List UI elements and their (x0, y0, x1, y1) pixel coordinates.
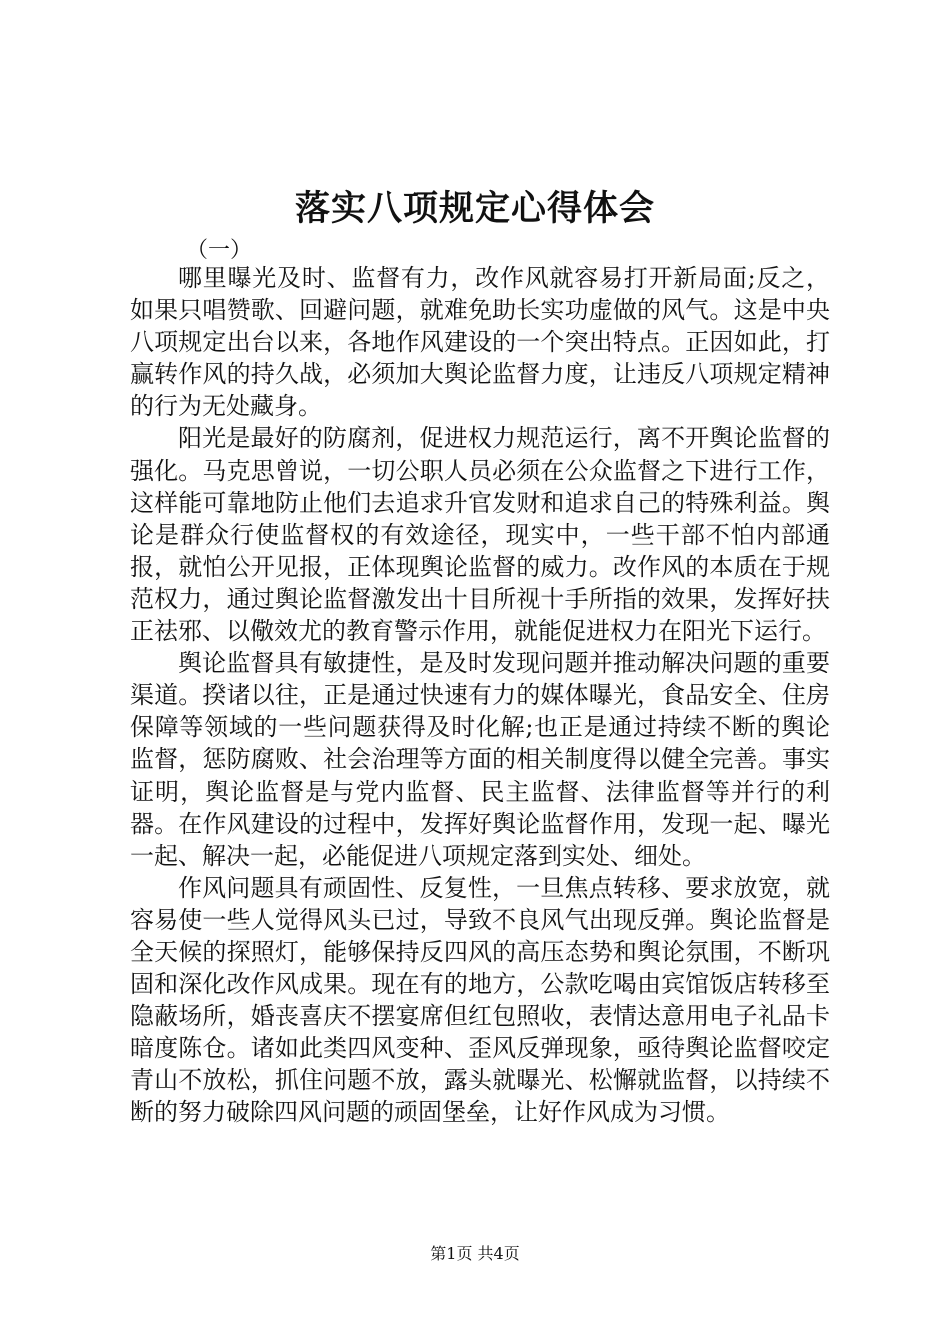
paragraph-2: 阳光是最好的防腐剂，促进权力规范运行，离不开舆论监督的强化。马克思曾说，一切公职人员必须在公众监督之下进行工作，这样能可靠地防止他们去追求升官发财和追求自己的特殊利益。舆论是群众行使监督权的有效途径，现实中，一些干部不怕内部通报，就怕公开见报，正体现舆论监督的威力。改作风的本质在于规范权力，通过舆论监督激发出十目所视十手所指的效果，发挥好扶正祛邪、以儆效尤的教育警示作用，就能促进权力在阳光下运行。 (130, 424, 830, 646)
document-title: 落实八项规定心得体会 (294, 188, 655, 229)
paragraph-4: 作风问题具有顽固性、反复性，一旦焦点转移、要求放宽，就容易使一些人觉得风头已过，导致不良风气出现反弹。舆论监督是全天候的探照灯，能够保持反四风的高压态势和舆论氛围，不断巩固和深化改作风成果。现在有的地方，公款吃喝由宾馆饭店转移至隐蔽场所，婚丧喜庆不摆宴席但红包照收，表情达意用电子礼品卡暗度陈仓。诸如此类四风变种、歪风反弹现象，亟待舆论监督咬定青山不放松，抓住问题不放，露头就曝光、松懈就监督，以持续不断的努力破除四风问题的顽固堡垒，让好作风成为习惯。 (130, 873, 830, 1127)
section-label: （一） (186, 238, 253, 263)
paragraph-3: 舆论监督具有敏捷性，是及时发现问题并推动解决问题的重要渠道。揆诸以往，正是通过快速有力的媒体曝光，食品安全、住房保障等领域的一些问题获得及时化解;也正是通过持续不断的舆论监督，惩防腐败、社会治理等方面的相关制度得以健全完善。事实证明，舆论监督是与党内监督、民主监督、法律监督等并行的利器。在作风建设的过程中，发挥好舆论监督作用，发现一起、曝光一起、解决一起，必能促进八项规定落到实处、细处。 (130, 649, 830, 870)
document-body (130, 262, 830, 1129)
paragraph-1: 哪里曝光及时、监督有力，改作风就容易打开新局面;反之，如果只唱赞歌、回避问题，就难免助长实功虚做的风气。这是中央八项规定出台以来，各地作风建设的一个突出特点。正因如此，打赢转作风的持久战，必须加大舆论监督力度，让违反八项规定精神的行为无处藏身。 (130, 264, 830, 421)
page-footer: 第1页 共4页 (430, 1244, 520, 1263)
